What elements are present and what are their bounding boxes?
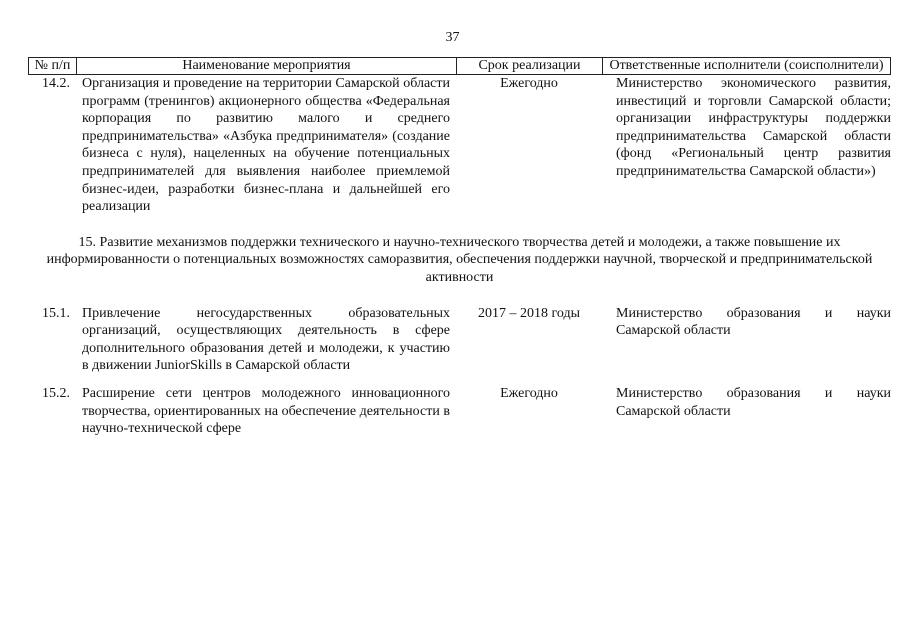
header-term: Срок реализации (457, 58, 603, 74)
document-table (28, 57, 891, 438)
table-row (28, 385, 891, 438)
row-responsible: Министерство образования и науки Самарской области (616, 305, 891, 339)
row-responsible: Министерство экономического развития, инвестиций и торговли Самарской области; организации инфраструктуры поддержки предпринимательства Самарской области (фонд «Региональный центр развития предпринимательства Самарской области») (616, 76, 891, 179)
header-responsible: Ответственные исполнители (соисполнители) (609, 58, 884, 73)
header-name: Наименование мероприятия (77, 58, 457, 74)
row-num: 15.2. (42, 385, 70, 401)
row-term: Ежегодно (500, 385, 558, 401)
header-num: № п/п (29, 58, 77, 74)
table-header (28, 57, 891, 75)
table-row (28, 305, 891, 375)
row-term: 2017 – 2018 годы (477, 305, 581, 321)
page-number: 37 (445, 30, 460, 45)
row-name: Привлечение негосударственных образовательных организаций, осуществляющих деятельность в сфере дополнительного образования детей и молодежи, к участию в движении JuniorSkills в Самарской области (82, 305, 450, 374)
row-term: Ежегодно (500, 76, 558, 91)
table-row (28, 75, 891, 216)
row-name: Расширение сети центров молодежного инновационного творчества, ориентированных на обеспечение деятельности в научно-технической сфере (82, 385, 450, 437)
row-name: Организация и проведение на территории Самарской области программ (тренингов) акционерного общества «Федеральная корпорация по развитию малого и среднего предпринимательства» «Азбука предпринимателя» (создание бизнеса с нуля), нацеленных на обучение потенциальных предпринимателей для выявления наиболее приемлемой бизнес-идеи, разработки бизнес-плана и дальнейшей его реализации (82, 76, 450, 215)
section-title: 15. Развитие механизмов поддержки технического и научно-технического творчества детей и молодежи, а также повышение их информированности о потенциальных возможностях саморазвития, обеспечения поддержки научной, творческой и предпринимательской активности (46, 234, 873, 285)
row-num: 15.1. (42, 305, 70, 321)
row-num: 14.2. (42, 76, 70, 91)
row-responsible: Министерство образования и науки Самарской области (616, 385, 891, 419)
